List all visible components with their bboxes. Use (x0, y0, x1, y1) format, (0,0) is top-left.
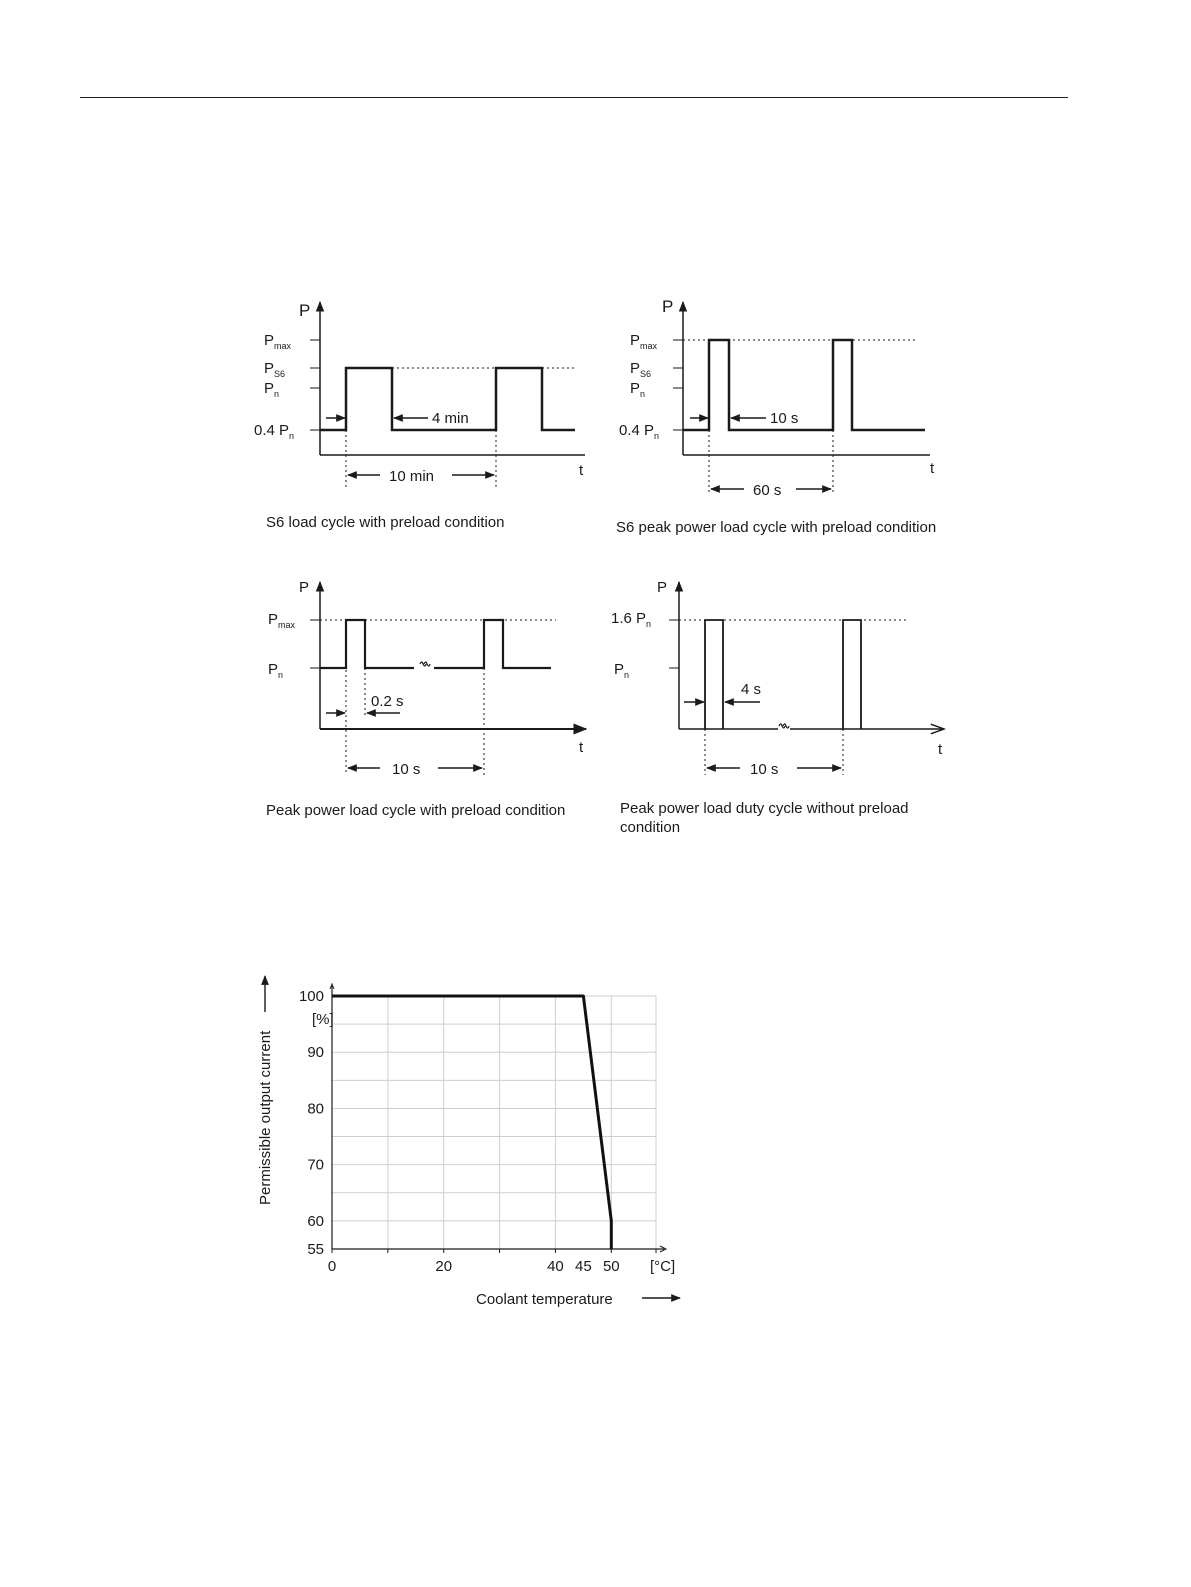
period-label: 10 s (392, 761, 421, 778)
pulse-duration-label: 4 s (741, 681, 762, 698)
y-tick-label: 70 (307, 1156, 324, 1174)
period-label: 60 s (753, 482, 782, 499)
t-axis-label: t (579, 739, 584, 756)
y-tick-label: 55 (307, 1241, 324, 1258)
caption-s6-load-cycle: S6 load cycle with preload condition (266, 514, 505, 531)
y-tick-label: 60 (307, 1212, 324, 1230)
peak-level-label: 1.6 $P_n$ (611, 610, 652, 629)
t-axis-label: t (930, 460, 935, 477)
t-axis-label: t (579, 462, 584, 479)
pulse-duration-label: 10 s (770, 410, 799, 427)
y-axis-title: Permissible output current (257, 1030, 274, 1205)
pn-label: $P_n$ (268, 661, 284, 680)
p-axis-label: P (299, 579, 310, 596)
pulse-duration-label: 4 min (432, 410, 469, 427)
caption-peak-power-no-preload-line1: Peak power load duty cycle without preload (620, 800, 909, 817)
period-label: 10 min (389, 468, 435, 485)
y-tick-label: 100 (298, 988, 324, 1005)
t-axis-label: t (938, 741, 943, 758)
y-unit-label: [%] (312, 1011, 334, 1028)
preload-label: 0.4 $P_n$ (619, 422, 660, 441)
pmax-label: $P_{max}$ (630, 332, 658, 351)
x-tick-label: 40 (547, 1258, 564, 1275)
p-axis-label: P (657, 579, 668, 596)
caption-peak-power-preload: Peak power load cycle with preload condition (266, 802, 566, 819)
ps6-label: $P_{S6}$ (630, 360, 652, 379)
p-axis-label: P (299, 301, 311, 320)
series-line (332, 996, 611, 1249)
x-unit-label: [°C] (650, 1258, 676, 1275)
chart-tick-labels (299, 988, 620, 1275)
pn-label: $P_n$ (264, 380, 280, 399)
x-tick-label: 45 (575, 1258, 592, 1275)
p-axis-label: P (662, 297, 674, 316)
x-axis-title: Coolant temperature (476, 1291, 613, 1308)
ps6-label: $P_{S6}$ (264, 360, 286, 379)
x-tick-label: 50 (602, 1258, 620, 1275)
pmax-label: $P_{max}$ (264, 332, 292, 351)
chart-series (332, 996, 611, 1249)
caption-s6-peak-power: S6 peak power load cycle with preload condition (616, 519, 937, 536)
y-tick-label: 90 (307, 1044, 324, 1062)
pn-label: $P_n$ (630, 380, 646, 399)
pulse-duration-label: 0.2 s (371, 693, 404, 710)
preload-label: 0.4 $P_n$ (254, 422, 295, 441)
chart-grid (332, 996, 656, 1249)
period-label: 10 s (750, 761, 779, 778)
x-tick-label: 0 (327, 1258, 337, 1275)
y-tick-label: 80 (307, 1100, 324, 1118)
caption-peak-power-no-preload-line2: condition (620, 819, 681, 836)
pmax-label: $P_{max}$ (268, 611, 296, 630)
x-tick-label: 20 (435, 1258, 453, 1275)
pn-label: $P_n$ (614, 661, 630, 680)
